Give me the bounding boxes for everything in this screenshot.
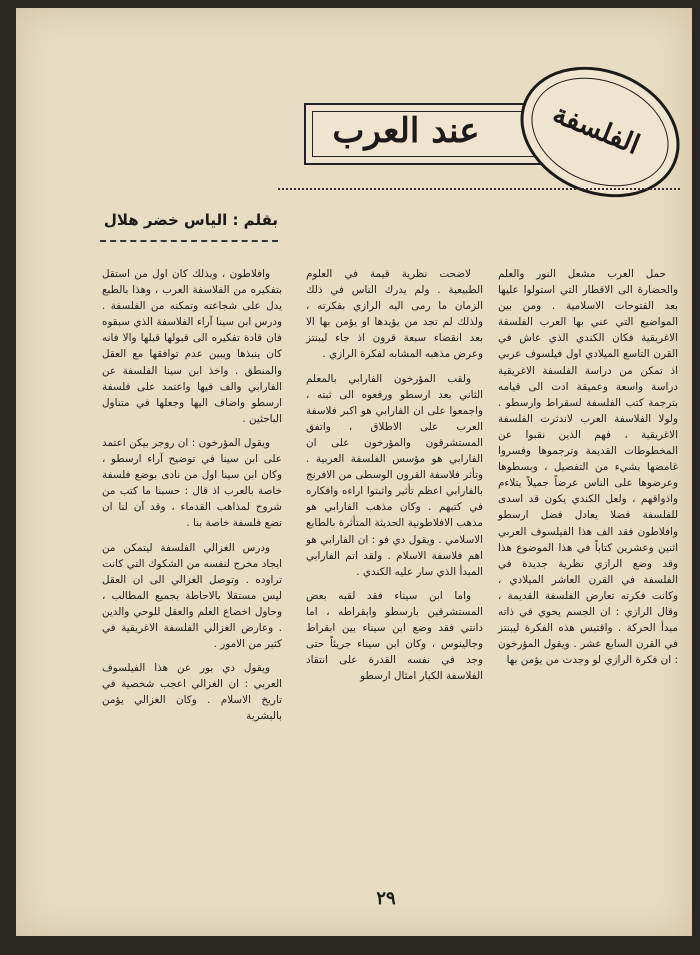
title-main-text: الفلسفة — [548, 98, 644, 161]
paragraph: ويقول دي بور عن هذا الفيلسوف العربي : ان الغزالي اعجب شخصية في تاريخ الاسلام . وكان الغزالي يؤمن بالبشرية — [102, 662, 282, 723]
paragraph: ويقول المؤرخون : ان روجر بيكن اعتمد على ابن سينا في توضيح آراء ارسطو ، وكان ابن سينا اول من نادى بوضع فلسفة خاصة بالعرب اذ قال : حسبنا ما كتب من شروح لمذاهب القدماء ، وقد آن لنا ان نضع فلسفة خاصة بنا . — [102, 436, 282, 530]
paragraph: وافلاطون ، وبذلك كان اول من استقل بتفكيره من الفلاسفة العرب ، وهذا بالطبع يدل على شجاعته وتمكنه من الفلسفة . ودرس ابن سينا آراء الفلاسفة الذي سبقوه فان قادة تفكيره الى قبولها قبلها والا فانه كان ينبذها ويبين عدم توافقها مع العقل والمنطق . واخذ ابن سينا الفلسفة عن الفارابي والف فيها واعتمد على فلسفة ارسطو واضاف اليها وجعلها في متناول الباحثين . — [102, 268, 282, 425]
title-divider — [278, 188, 680, 196]
paragraph: لاضحت نظرية قيمة في العلوم الطبيعية . ولم يدرك الناس في ذلك الزمان ما رمى اليه الرازي بفكرته ، ولذلك لم تجد من يؤيدها او يؤمن بها الا بعد انقضاء سبعة قرون اذ جاء ليبنتز وعرض مذهبه المشابه لفكرة الرازي . — [306, 268, 483, 361]
paragraph: ودرس الغزالي الفلسفة ليتمكن من ايجاد مخرج لنفسه من الشكوك التي كانت تراوده . وتوصل الغزالي الى ان العقل ليس مستقلا بالاحاطة بجميع المطالب ، وحاول اخضاع العلم والعقل للوحي والدين . وعارض الغزالي الفلسفة الاغريقية في كثير من الامور . — [102, 541, 282, 651]
author-byline: بقلم : الياس خضر هلال — [103, 211, 278, 229]
page-number: ٢٩ — [376, 888, 396, 909]
byline-divider — [100, 240, 278, 242]
paragraph: ولقب المؤرخون الفارابي بالمعلم الثاني بعد ارسطو ورفعوه الى ثبته ، واجمعوا على ان الفارابي هو اكبر فلاسفة العرب على الاطلاق ، واتفق المستشرقون والمؤرخون على ان الفارابي هو مؤسس الفلسفة العربية . وتأثر فلاسفة القرون الوسطى من الافرنج بالفارابي اعظم تأثير واثبتوا اراءه وافكاره في كتبهم . وكان مذهب الفارابي هو مذهب الافلاطونية الحديثة المتأثرة بالطابع الاسلامي . ويقول دي فو : ان الفارابي هو اهم فلاسفة الاسلام . ولقد اتم الفارابي المبدأ الذي سار عليه الكندي . — [306, 372, 483, 578]
article-column-left — [102, 266, 282, 733]
paragraph: واما ابن سيناء فقد لقبه بعض المستشرقين بارسطو وابقراطه ، اما دانتي فقد وضع ابن سيناء بين ابقراط وجالينوس ، وكان ابن سيناء جريئاً حتى وجد في نفسه القدرة على انتقاد الفلاسفة الكبار امثال ارسطو — [306, 589, 483, 683]
article-column-right — [498, 266, 678, 676]
title-subtitle-text: عند العرب — [332, 111, 480, 151]
article-column-middle — [306, 266, 483, 692]
paragraph: حمل العرب مشعل النور والعلم والحضارة الى الاقطار التي استولوا عليها بعد الفتوحات الاسلامية . ومن بين المواضيع التي عني بها العرب الفلسفة الاغريقية فكان الكندي الذي عاش في القرن التاسع الميلادي اول فيلسوف عربي اذ تمكن من دراسة الفلسفة الاغريقية دراسة واسعة وعميقة ادت الى قيامه بترجمة كتب الفلسفة لسقراط وارسطو . ولولا الفلاسفة العرب لاندثرت الفلسفة الاغريقية ، فهم الذين نقبوا عن المخطوطات القديمة وترجموها وفسروا غامضها بشيء من التفصيل ، وبسطوها وعرضوها على الناس عرضاً جميلاً يتلاءم واذواقهم ، ولعل الكندي يكون قد اسدى للفلسفة فضلا يعادل فضل ارسطو وافلاطون فقد الف هذا الفيلسوف العربي اثنين وعشرين كتاباً في هذا الموضوع هذا وقد وضع الرازي نظرية جديدة في الفلسفة في القرن العاشر الميلادي ، وكانت فكرته تعارض الفلسفة القديمة ، وقال الرازي : ان الجسم يحوي في ذاته مبدأ الحركة . واقتبس هذه الفكرة ليبنتز في القرن السابع عشر . ويقول المؤرخون : ان فكرة الرازي لو وجدت من يؤمن بها — [498, 268, 678, 667]
magazine-page — [16, 8, 692, 936]
